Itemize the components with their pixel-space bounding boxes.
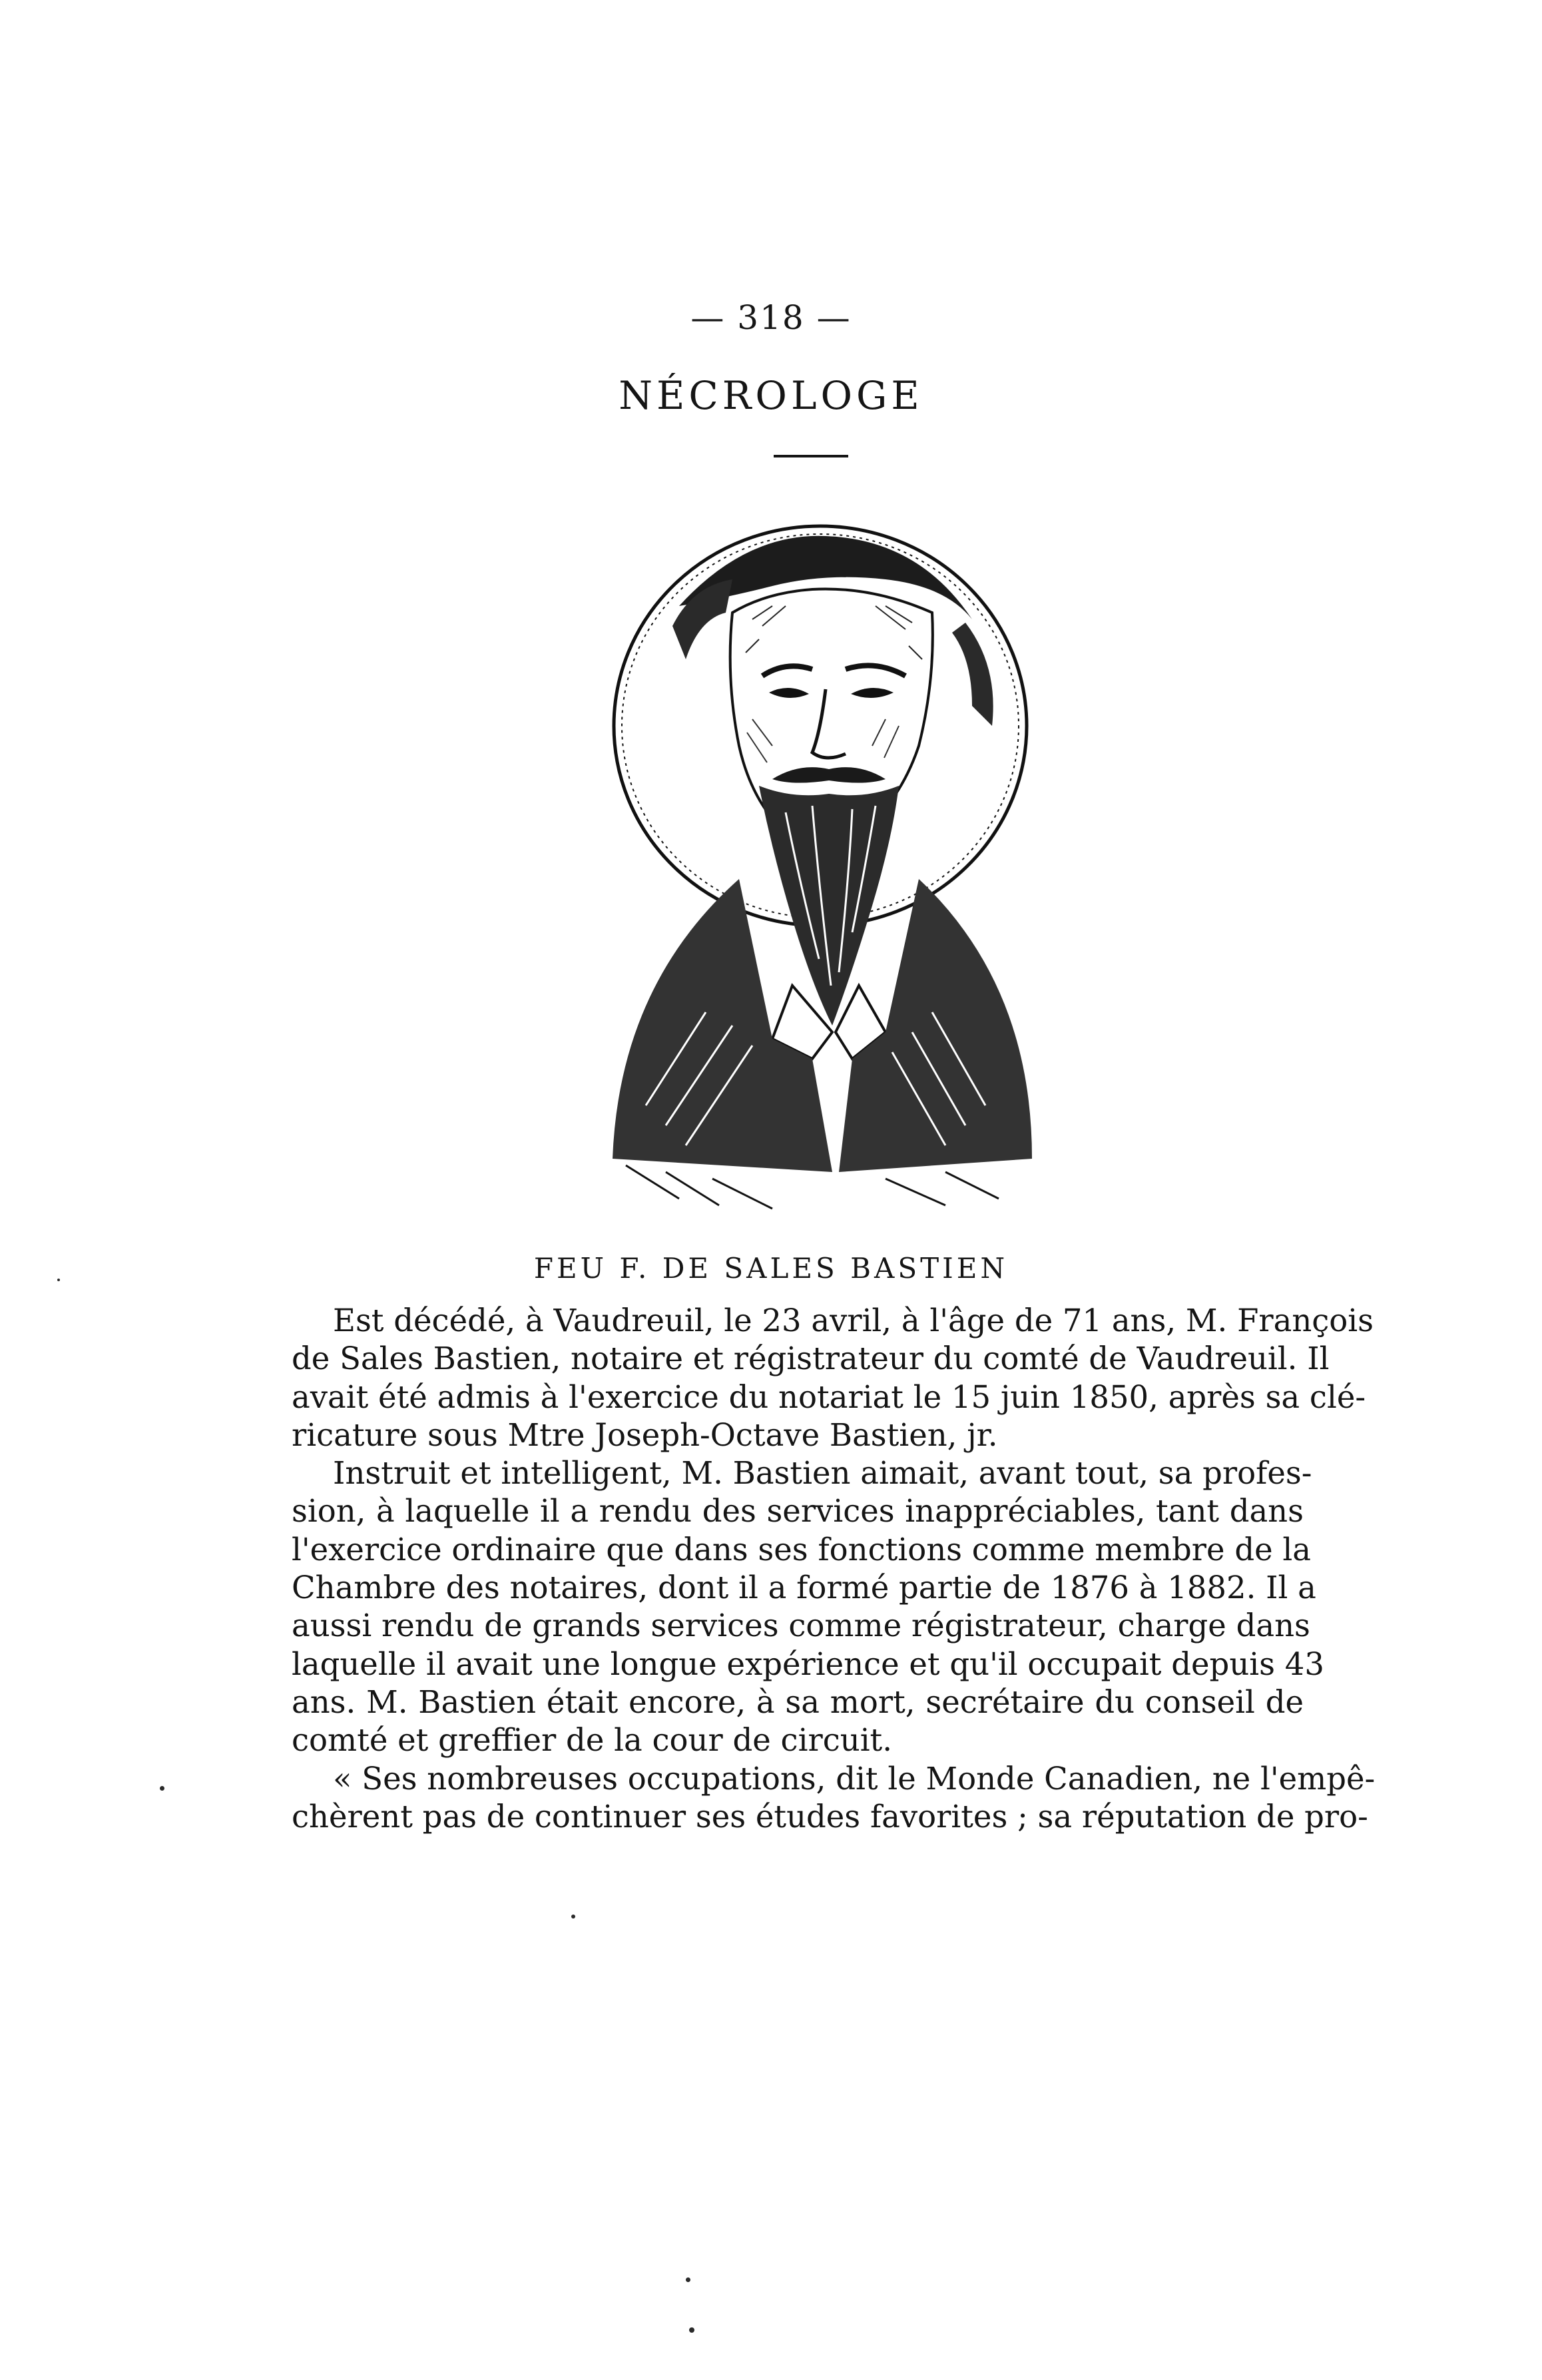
print-speck	[686, 2277, 690, 2282]
text-line: l'exercice ordinaire que dans ses fonctions comme membre de la	[292, 1531, 1311, 1568]
print-speck	[689, 2327, 694, 2333]
paragraph	[292, 1302, 1374, 1454]
text-line: sion, à laquelle il a rendu des services inappréciables, tant dans	[292, 1493, 1304, 1530]
text-line: Est décédé, à Vaudreuil, le 23 avril, à l'âge de 71 ans, M. François	[333, 1303, 1374, 1339]
text-line: avait été admis à l'exercice du notariat le 15 juin 1850, après sa clé-	[292, 1378, 1366, 1415]
text-line: aussi rendu de grands services comme régistrateur, charge dans	[292, 1608, 1310, 1644]
print-speck	[57, 1279, 60, 1281]
paragraph	[292, 1760, 1376, 1837]
print-speck	[160, 1786, 164, 1791]
text-line: de Sales Bastien, notaire et régistrateur du comté de Vaudreuil. Il	[292, 1340, 1330, 1377]
text-line: Chambre des notaires, dont il a formé partie de 1876 à 1882. Il a	[292, 1570, 1316, 1606]
paragraph	[292, 1454, 1324, 1759]
text-line: comté et greffier de la cour de circuit.	[292, 1722, 893, 1759]
obituary-text	[292, 1302, 1376, 1836]
title-rule	[774, 455, 848, 457]
portrait-caption: FEU F. DE SALES BASTIEN	[533, 1252, 1009, 1285]
page-number: — 318 —	[690, 298, 852, 337]
text-line: laquelle il avait une longue expérience et qu'il occupait depuis 43	[292, 1645, 1324, 1682]
portrait-engraving	[573, 506, 1065, 1219]
text-line: ans. M. Bastien était encore, à sa mort, secrétaire du conseil de	[292, 1683, 1304, 1720]
text-line: chèrent pas de continuer ses études favorites ; sa réputation de pro-	[292, 1798, 1368, 1835]
section-title: NÉCROLOGE	[619, 373, 923, 418]
print-speck	[571, 1915, 575, 1919]
text-line: « Ses nombreuses occupations, dit le Monde Canadien, ne l'empê-	[333, 1760, 1376, 1797]
text-line: ricature sous Mtre Joseph-Octave Bastien, jr.	[292, 1416, 998, 1453]
text-line: Instruit et intelligent, M. Bastien aimait, avant tout, sa profes-	[333, 1455, 1312, 1492]
